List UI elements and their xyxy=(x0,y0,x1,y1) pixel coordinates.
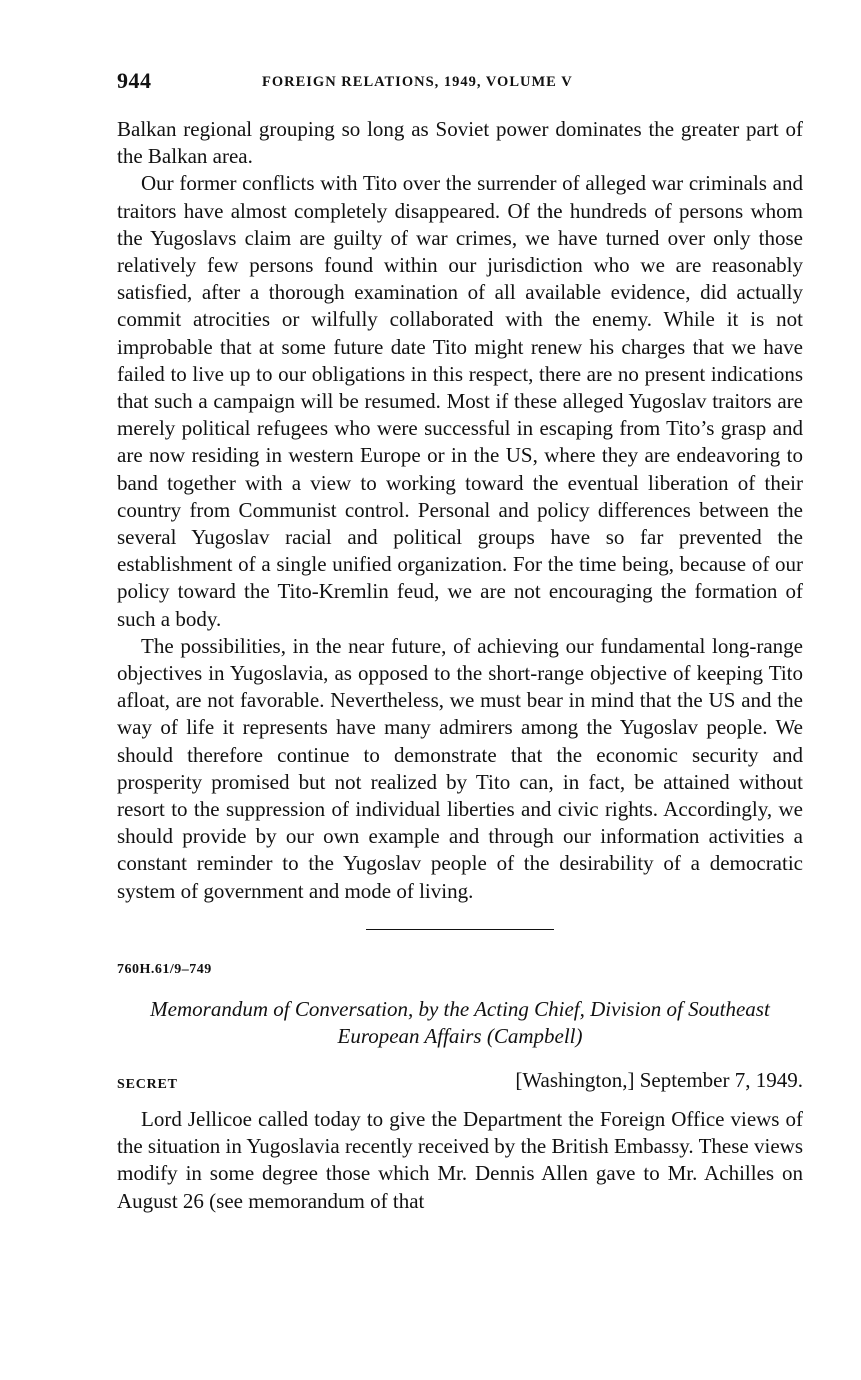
body-paragraph: Balkan regional grouping so long as Soviet power dominates the greater part of the Balkan area. xyxy=(117,117,803,169)
document-title: Memorandum of Conversation, by the Acting Chief, Division of Southeast European Affairs (Campbell) xyxy=(150,996,770,1048)
section-divider xyxy=(366,929,554,930)
page-number: 944 xyxy=(117,68,152,93)
body-paragraph: Lord Jellicoe called today to give the Department the Foreign Office views of the situation in Yugoslavia recently received by the British Embassy. These views modify in some degree those which Mr. Dennis Allen gave to Mr. Achilles on August 26 (see memorandum of that xyxy=(117,1106,803,1213)
place-date: [Washington,] September 7, 1949. xyxy=(515,1067,803,1092)
page-header xyxy=(117,62,803,102)
running-head: FOREIGN RELATIONS, 1949, VOLUME V xyxy=(262,74,573,90)
body-paragraph: The possibilities, in the near future, of achieving our fundamental long-range objectives in Yugoslavia, as opposed to the short-range objective of keeping Tito afloat, are not favorable. Nevertheless, we must bear in mind that the US and the way of life it represents have many admirers among the Yugoslav people. We should therefore continue to demonstrate that the economic security and prosperity promised but not realized by Tito can, in fact, be attained without resort to the suppression of individual liberties and civic rights. Accordingly, we should provide by our own example and through our information activities a constant reminder to the Yugoslav people of the desirability of a democratic system of government and mode of living. xyxy=(117,633,803,903)
classification-label: SECRET xyxy=(117,1076,178,1092)
body-paragraph: Our former conflicts with Tito over the surrender of alleged war criminals and traitors have almost completely disappeared. Of the hundreds of persons whom the Yugoslavs claim are guilty of war crimes, we have turned over only those relatively few persons found within our jurisdiction who we are reasonably satisfied, after a thorough examination of all available evidence, did actually commit atrocities or wilfully collaborated with the enemy. While it is not improbable that at some future date Tito might renew his charges that we have failed to live up to our obligations in this respect, there are no present indications that such a campaign will be resumed. Most if these alleged Yugoslav traitors are merely political refugees who were successful in escaping from Tito’s grasp and are now residing in western Europe or in the US, where they are endeavoring to band together with a view to working toward the eventual liberation of their country from Communist control. Personal and policy differences between the several Yugoslav racial and political groups have so far prevented the establishment of a single unified organization. For the time being, because of our policy toward the Tito-Kremlin feud, we are not encouraging the formation of such a body. xyxy=(117,171,803,631)
document-page xyxy=(117,62,803,1215)
dateline xyxy=(117,1068,803,1098)
file-reference: 760H.61/9–749 xyxy=(117,961,212,977)
